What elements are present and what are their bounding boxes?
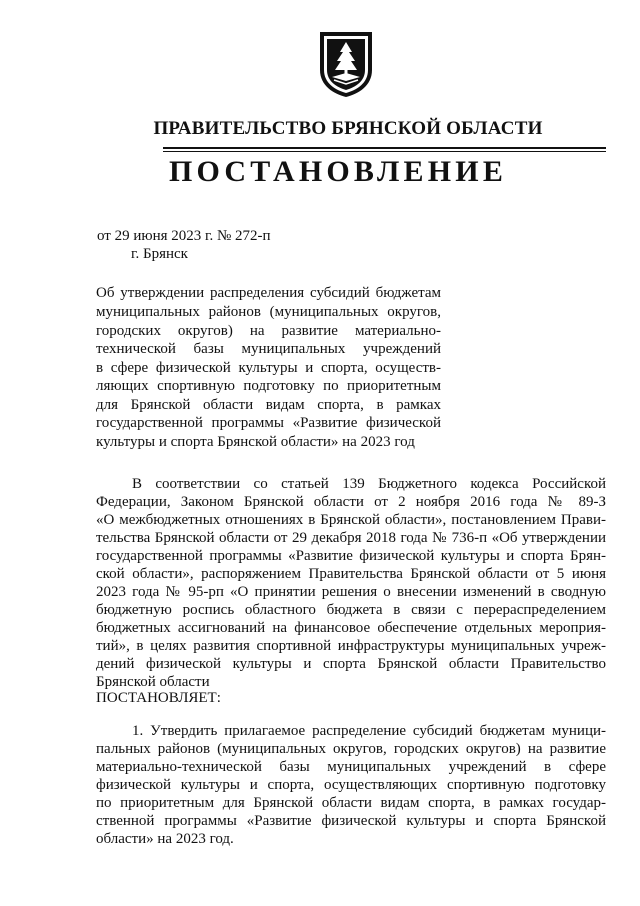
coat-of-arms-icon — [318, 30, 374, 98]
decree-heading: ПОСТАНОВЛЕНИЕ — [168, 155, 508, 188]
header-rule-thick — [163, 147, 606, 149]
preamble-line: «О межбюджетных отношениях в Брянской области», постановлением Прави- — [96, 512, 606, 528]
preamble-line: В соответствии со статьей 139 Бюджетного кодекса Российской — [132, 476, 606, 492]
government-title: ПРАВИТЕЛЬСТВО БРЯНСКОЙ ОБЛАСТИ — [153, 118, 543, 139]
item-1-line: области» на 2023 год. — [96, 831, 234, 847]
city-line: г. Брянск — [131, 246, 188, 262]
item-1-line: по приоритетным для Брянской области видам спорта, в рамках государ- — [96, 795, 606, 811]
item-1-line: ственной программы «Развитие физической культуры и спорта Брянской — [96, 813, 606, 829]
item-1-line: материально-технической базы муниципальных учреждений в сфере — [96, 759, 606, 775]
preamble-line: тельства Брянской области от 29 декабря 2018 года № 736-п «Об утверждении — [96, 530, 606, 546]
header-rule-thin — [163, 151, 606, 152]
title-line: государственной программы «Развитие физической — [96, 415, 441, 431]
title-line: муниципальных районов (муниципальных округов, — [96, 304, 441, 320]
item-1-line: физической культуры и спорта, осуществляющих спортивную подготовку — [96, 777, 606, 793]
preamble-line: 2023 года № 95-рп «О принятии решения о внесении изменений в сводную — [96, 584, 606, 600]
title-line: Об утверждении распределения субсидий бюджетам — [96, 285, 441, 301]
resolves-line: ПОСТАНОВЛЯЕТ: — [96, 690, 221, 706]
date-number-line: от 29 июня 2023 г. № 272-п — [97, 228, 271, 244]
title-line: городских округов) на развитие материально- — [96, 323, 441, 339]
preamble-line: тий», в целях развития спортивной инфраструктуры муниципальных учреж- — [96, 638, 606, 654]
title-line: ляющих спортивную подготовку по приоритетным — [96, 378, 441, 394]
preamble-line: дений физической культуры и спорта Брянской области Правительство — [96, 656, 606, 672]
preamble-line: Брянской области — [96, 674, 210, 690]
preamble-line: государственной программы «Развитие физической культуры и спорта Брян- — [96, 548, 606, 564]
preamble-line: бюджетных ассигнований на финансовое обеспечение отдельных мероприя- — [96, 620, 606, 636]
title-line: в сфере физической культуры и спорта, осуществ- — [96, 360, 441, 376]
title-line: культуры и спорта Брянской области» на 2023 год — [96, 434, 415, 450]
item-1-line: пальных районов (муниципальных округов, городских округов) на развитие — [96, 741, 606, 757]
preamble-line: Федерации, Законом Брянской области от 2 ноября 2016 года № 89-З — [96, 494, 606, 510]
preamble-line: ской области», распоряжением Правительства Брянской области от 5 июня — [96, 566, 606, 582]
title-line: технической базы муниципальных учреждений — [96, 341, 441, 357]
preamble-line: бюджетную роспись областного бюджета в связи с перераспределением — [96, 602, 606, 618]
item-1-line: 1. Утвердить прилагаемое распределение субсидий бюджетам муници- — [132, 723, 606, 739]
title-line: для Брянской области видам спорта, в рамках — [96, 397, 441, 413]
